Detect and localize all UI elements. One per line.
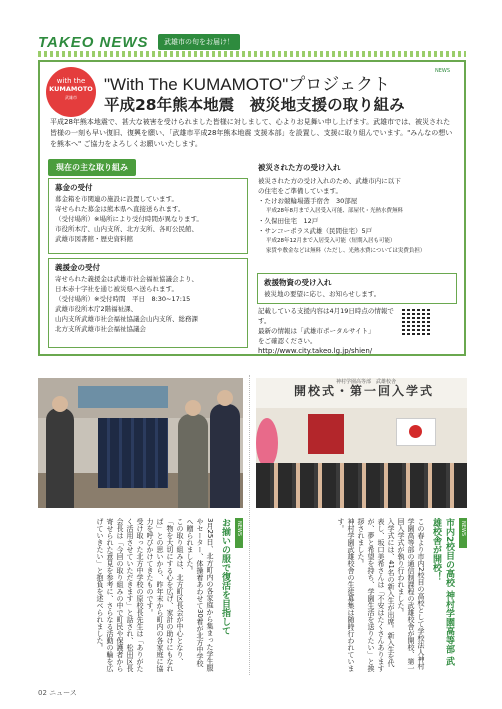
header-tag: 武雄市の旬をお届け！ [158, 34, 240, 50]
relief-line: 山内支所武雄市社会福祉協議会山内支所、総務課 [55, 315, 198, 323]
intro-text: 平成28年熊本地震で、甚大な被害を受けられました皆様に対しまして、心よりお見舞い申し上げます。武雄市では、被災された皆様の一刻も早い復旧、復興を願い、「武雄市平成28年熊本地震 支援本部」を設置し、支援に取り組んでいます。"みんなの想いを熊本へ" ご協力をよろしくお願いいたします。 [50, 118, 453, 148]
relief-line: 日本赤十字社を通じ被災県へ送られます。 [55, 285, 178, 293]
qr-code-overlay [402, 307, 430, 335]
supplies-box [257, 273, 457, 304]
kumamoto-logo [46, 67, 96, 117]
donation-box [48, 178, 248, 254]
right-article-paragraph: 神村学園武雄校舎の生徒募集は随時行われています。 [337, 518, 355, 672]
main-title: 平成28年熊本地震 被災地支援の取り組み [104, 96, 405, 114]
donation-line: 募金箱を市関連の施設に設置しています。 [55, 195, 178, 203]
relief-money-box [48, 258, 248, 348]
support-line: ・たけお競輪場選手宿舎 30部屋 [258, 197, 358, 205]
logo-line3: 武雄市 [65, 95, 77, 100]
relief-line: 北方支所武雄市社会福祉協議会 [55, 325, 146, 333]
left-article-paragraph: 受け取った北方中学校の原校長先生は「ありがたく活用させていただきます」と話され、松田区長会長は「今回の取り組みの中で町民や保護者から寄せられた意見を参考に、さらなる活動の輪を広げていきたい」と抱負を述べられました。 [96, 518, 144, 672]
support-line: 被災された方の受け入れのため、武雄市内に以下 [258, 177, 401, 185]
note-line: 記載している支援内容は4月19日時点の情報です。 [258, 307, 394, 325]
header-title: TAKEO NEWS [38, 34, 149, 51]
uniform-donation-photo [38, 378, 243, 508]
left-article-paragraph: 3月25日、北方町内の各家庭から集まった学生服やセーター、体操着あわせて30着が北方中学校へ贈られました。 [186, 518, 214, 672]
relief-line: 武雄市役所本庁2階福祉課、 [55, 305, 138, 313]
left-article-paragraph: この取り組みは、北方町区長会が中心となり、「物を大切にする心を広げ、家計の助けにもなれば」との思いから、昨年末から町内の各家庭に協力を呼びかけてきたものです。 [146, 518, 184, 672]
opening-ceremony-photo [256, 378, 467, 508]
logo-line2: KUMAMOTO [49, 85, 93, 93]
right-article-headline: 市内2校目の高校 神村学園高等部 武雄校舎が開校！ [431, 518, 454, 666]
note-line: 最新の情報は「武雄市ポータルサイト」 [258, 327, 375, 335]
note-text [258, 306, 398, 356]
support-body [258, 176, 458, 256]
relief-title: 義援金の受付 [55, 263, 100, 272]
logo-line1: with the [56, 77, 86, 85]
project-title: "With The KUMAMOTO"プロジェクト [104, 75, 390, 94]
relief-line: （受付場所）※受付時間 平日 8:30~17:15 [55, 295, 191, 303]
relief-line: 寄せられた義援金は武雄市社会福祉協議会より、 [55, 275, 198, 283]
left-article-headline: お揃いの服で復活を目指して [220, 518, 230, 635]
header-divider [38, 51, 466, 57]
support-line: ・久保田住宅 12戸 [258, 217, 319, 225]
note-line: をご確認ください。 [258, 337, 317, 345]
note-url[interactable]: http://www.city.takeo.lg.jp/shien/ [258, 347, 373, 355]
support-line: 平成28年8月まで入居受入可能、部屋代・光熱水費無料 [266, 208, 403, 214]
support-line: ・サンコーポラス武雄（民間住宅）5戸 [258, 227, 373, 235]
column-divider [249, 375, 250, 675]
right-article-paragraph: 入学式には、41名の新入生が出席。新入生を代表し、坂口美希さんは「不安はたくさんありますが、夢と希望を持ち、学園生活を送りたい」と挨拶されました。 [357, 518, 395, 672]
news-label: NEWS [435, 68, 451, 74]
donation-line: 武雄市図書館・歴史資料館 [55, 235, 133, 243]
support-line: 平成28年12月まで入居受入可能（短期入居も可能） [266, 238, 396, 244]
support-line: 家賃や敷金などは無料（ただし、光熱水費については実費負担） [266, 248, 426, 254]
left-article [38, 518, 243, 673]
donation-line: 市役所本庁、山内支所、北方支所、各町公民館、 [55, 225, 198, 233]
right-article-paragraph: この春より市内2校目の高校として学校法人神村学園高等部の通信制課程の武雄校舎が開校、第一回入学式が執り行われました。 [397, 518, 425, 672]
donation-line: （受付場所）※場所により受付時間が異なります。 [55, 215, 203, 223]
donation-line: 寄せられた募金は熊本県へ直接送られます。 [55, 205, 185, 213]
current-heading: 現在の主な取り組み [48, 159, 136, 176]
right-article [256, 518, 467, 673]
donation-title: 募金の受付 [55, 183, 93, 192]
supplies-title: 救援物資の受け入れ [264, 278, 332, 287]
support-line: の住宅をご準備しています。 [258, 187, 342, 195]
supplies-text: 被災地の要望に応じ、お知らせします。 [264, 290, 381, 298]
ceremony-banner: 開校式・第一回入学式 [293, 384, 434, 398]
left-article-tag: NEWS [235, 518, 243, 548]
page-footer: 02 ニュース [38, 689, 77, 697]
right-article-tag: NEWS [459, 518, 467, 548]
support-title: 被災された方の受け入れ [258, 163, 341, 172]
ceremony-school-name: 神村学園高等部 武雄校舎 [335, 379, 396, 385]
